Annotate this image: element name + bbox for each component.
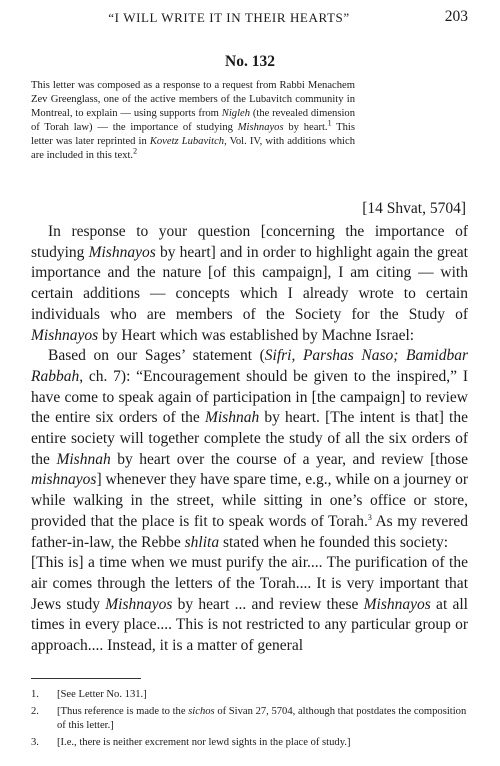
letter-number-heading: No. 132: [225, 53, 275, 70]
footnote-italic: sichos: [188, 705, 215, 717]
body-text: by heart] and in order to highlight again the great importance and the nature [of this campaign], I am citing — with certain additions — concepts which I already wrote to certain individuals who are members of the Society for the Study of: [31, 243, 468, 323]
body-text: ] whenever they have spare time, e.g., while on a journey or while walking in the street, while sitting in one’s office or store, provided that the place is fit to speak words of Torah.: [31, 471, 468, 530]
body-text: by heart. [The intent is that] the entire society will together complete the study of all the six orders of the: [31, 409, 468, 468]
body-text: As my revered father-in-law, the Rebbe: [31, 512, 468, 551]
dateline: [14 Shvat, 5704]: [362, 200, 466, 217]
footnotes: [31, 688, 468, 752]
body-text: In response to your question [concerning the importance of studying: [31, 223, 468, 261]
running-title: “I WILL WRITE IT IN THEIR HEARTS”: [108, 10, 350, 25]
intro-text: , Vol. IV, with additions which are included in this text.: [31, 136, 355, 161]
footnote-text: [I.e., there is neither excrement nor lewd sights in the place of study.]: [57, 736, 351, 748]
intro-italic: Kovetz Lubavitch: [149, 136, 225, 147]
intro-text: This letter was later reprinted in: [31, 122, 355, 147]
body-italic: Mishnayos: [88, 243, 156, 261]
body-text: Based on our Sages’ statement (: [48, 347, 265, 365]
quote-italic: Mishnayos: [105, 595, 173, 613]
body-italic: Mishnayos: [31, 326, 99, 344]
body-italic: Mishnah: [204, 409, 260, 427]
footnote-number: 1.: [31, 689, 39, 700]
footnote: [31, 688, 468, 703]
footnote-number: 2.: [31, 705, 39, 717]
quote-italic: Mishnayos: [363, 595, 431, 613]
footnote-text: [57, 705, 468, 734]
body-paragraph: [31, 346, 468, 553]
intro-italic: Mishnayos: [237, 122, 284, 133]
intro-text: by heart.: [283, 122, 328, 133]
quote-text: by heart ... and review these: [172, 595, 364, 613]
footnote: [31, 736, 468, 751]
footnote-text-part: [Thus reference is made to the: [57, 705, 189, 717]
footnote-divider: [31, 678, 141, 679]
body-text: stated when he founded this society:: [219, 533, 449, 551]
body-italic: Sifri, Parshas Naso; Bamidbar Rabbah: [31, 347, 468, 385]
footnote-marker: 2: [133, 146, 138, 156]
block-quote: [31, 553, 468, 657]
intro-text: This letter was composed as a response to a request from Rabbi Menachem Zev Greenglass, one of the active members of the Lubavitch community in Montreal, to explain — using supports from: [31, 80, 355, 119]
body-text: , ch. 7): “Encouragement should be given to the inspired,” I have come to speak again of participation in [the campaign] to review the entire six orders of the: [31, 367, 468, 427]
footnote-number: 3.: [31, 736, 39, 748]
footnote: [31, 705, 468, 734]
footnote-text-part: of Sivan 27, 5704, although that postdates the composition of this letter.]: [57, 705, 467, 731]
quote-text: at all times in every place.... This is not restricted to any particular group or approach.... Instead, it is a matter of general: [31, 595, 468, 655]
footnote-marker: 1: [327, 118, 332, 128]
footnote-marker: 3: [367, 512, 372, 522]
page-number: 203: [444, 8, 468, 25]
running-head: [30, 8, 468, 28]
footnote-text: [See Letter No. 131.]: [57, 689, 147, 700]
quote-text: [This is] a time when we must purify the air.... The purification of the air comes through the letters of the Torah.... It is very important that Jews study: [31, 554, 468, 613]
body-text: by heart over the course of a year, and review [those: [110, 450, 469, 468]
body-paragraph: [31, 222, 468, 346]
body-italic: Mishnah: [56, 450, 111, 468]
letter-introduction: [31, 79, 355, 163]
body-italic: mishnayos: [31, 471, 97, 489]
letter-body: [31, 222, 468, 657]
intro-text: (the revealed dimension of Torah law) — the importance of studying: [31, 108, 355, 133]
body-italic: shlita: [184, 533, 220, 551]
intro-italic: Nigleh: [221, 108, 251, 119]
body-text: by Heart which was established by Machne Israel:: [98, 326, 415, 344]
